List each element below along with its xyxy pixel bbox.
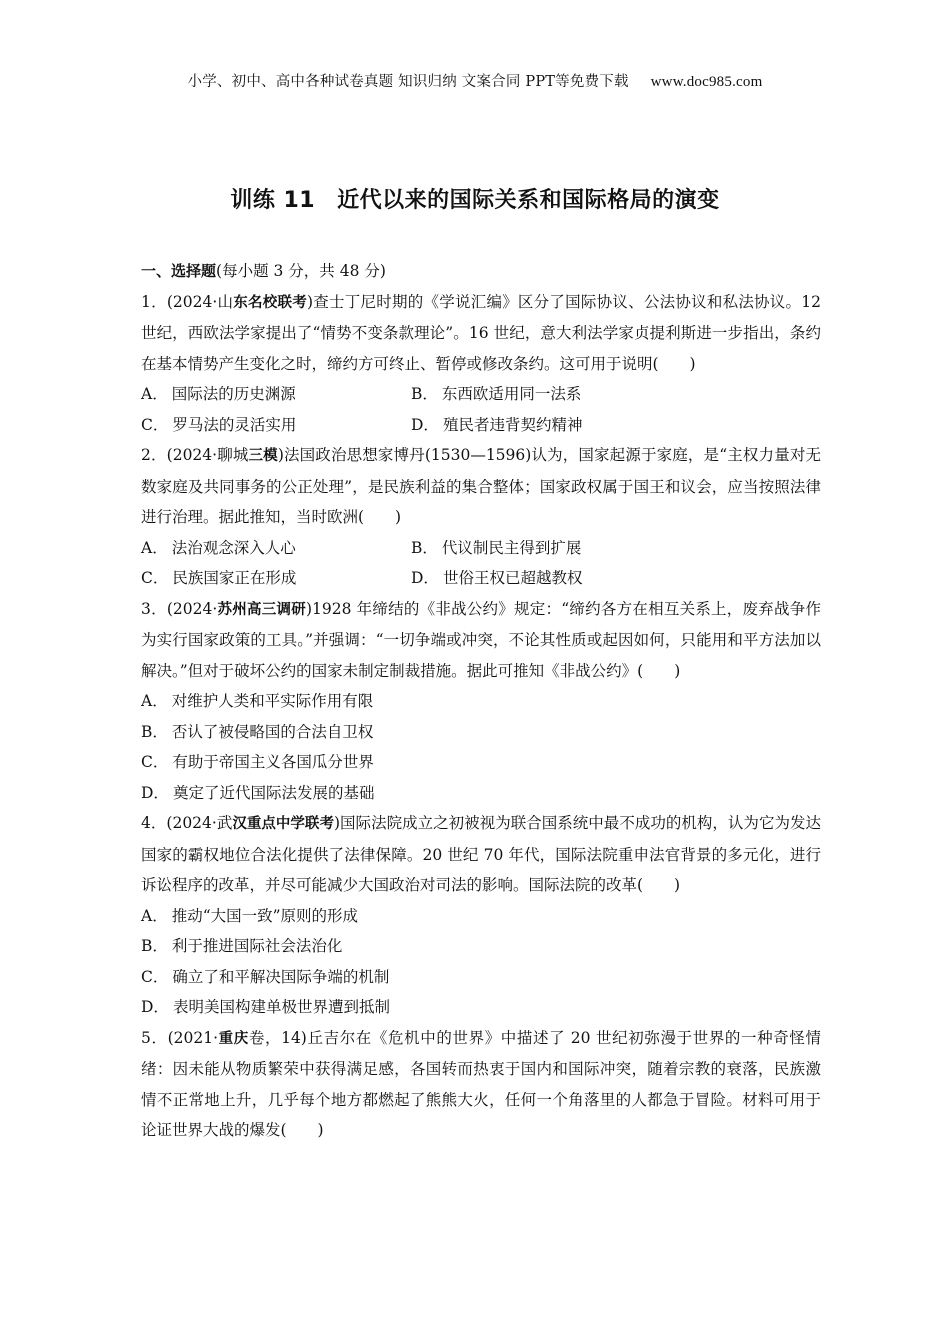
- option-a[interactable]: [141, 533, 411, 564]
- option-a[interactable]: [141, 901, 821, 932]
- question-number: 1．: [141, 292, 167, 311]
- option-text: 有助于帝国主义各国瓜分世界: [172, 753, 374, 771]
- question-number: 4．: [141, 814, 167, 832]
- option-letter: D．: [141, 998, 169, 1016]
- question-stem: [141, 440, 821, 533]
- question-source: [167, 446, 284, 464]
- question-number: 5．: [141, 1028, 168, 1047]
- question-3: [141, 594, 821, 809]
- question-text: 法国政治思想家博丹(1530—1596)认为，国家起源于家庭，是“主权力量对无数家庭及共同事务的公正处理”，是民族利益的集合整体；国家政权属于国王和议会，应当按照法律进行治理。据此推知，当时欧洲( ): [141, 446, 821, 526]
- option-d[interactable]: [141, 778, 821, 809]
- question-stem: [141, 808, 821, 901]
- source-part: ): [277, 446, 284, 464]
- question-stem: [141, 287, 821, 380]
- option-letter: D．: [411, 569, 439, 587]
- question-text: 丘吉尔在《危机中的世界》中描述了 20 世纪初弥漫于世界的一种奇怪情绪：因未能从物质繁荣中获得满足感，各国转而热衷于国内和国际冲突，随着宗教的衰落，民族激情不正常地上升，几乎每个地方都燃起了熊熊大火，任何一个角落里的人都急于冒险。材料可用于论证世界大战的爆发( ): [141, 1028, 821, 1139]
- option-c[interactable]: [141, 410, 411, 441]
- option-text: 表明美国构建单极世界遭到抵制: [172, 998, 390, 1016]
- question-2: [141, 440, 821, 594]
- option-list: [141, 379, 821, 440]
- question-number: 2．: [141, 446, 167, 464]
- source-bold: 三模: [248, 448, 278, 464]
- option-b[interactable]: [141, 717, 821, 748]
- option-letter: B．: [141, 937, 168, 955]
- header-text: 小学、初中、高中各种试卷真题 知识归纳 文案合同 PPT等免费下载: [187, 74, 629, 90]
- option-c[interactable]: [141, 747, 821, 778]
- question-1: [141, 287, 821, 441]
- option-letter: C．: [141, 753, 169, 771]
- option-text: 确立了和平解决国际争端的机制: [172, 967, 390, 986]
- option-letter: D．: [141, 783, 169, 802]
- source-part: ): [305, 599, 313, 618]
- option-text: 奠定了近代国际法发展的基础: [172, 783, 375, 802]
- option-c[interactable]: [141, 962, 821, 993]
- section-heading: [141, 256, 821, 287]
- option-text: 罗马法的灵活实用: [172, 415, 297, 434]
- question-stem: [141, 594, 821, 687]
- title-number: 训练 11: [230, 188, 316, 213]
- source-part: (2024·聊城: [166, 446, 249, 464]
- source-part: (2024·武: [166, 814, 233, 832]
- question-5: [141, 1023, 821, 1146]
- question-source: [167, 600, 312, 618]
- option-letter: C．: [141, 415, 169, 434]
- option-text: 法治观念深入人心: [171, 538, 296, 557]
- option-list: [141, 533, 821, 594]
- question-stem: [141, 1023, 821, 1146]
- source-part: (2024·: [166, 599, 218, 618]
- option-c[interactable]: [141, 563, 411, 594]
- option-a[interactable]: [141, 379, 411, 410]
- section-label: 一、选择题: [141, 262, 217, 280]
- option-letter: B．: [141, 722, 168, 741]
- option-text: 民族国家正在形成: [172, 569, 297, 587]
- option-text: 国际法的历史渊源: [171, 385, 296, 403]
- question-source: [168, 1029, 307, 1047]
- option-letter: A．: [141, 906, 168, 925]
- source-bold: 东名校联考: [233, 294, 307, 311]
- question-text: 1928 年缔结的《非战公约》规定：“缔约各方在相互关系上，废弃战争作为实行国家政策的工具。”并强调：“一切争端或冲突，不论其性质或起因如何，只能用和平方法加以解决。”但对于破坏公约的国家未制定制裁措施。据此可推知《非战公约》( ): [141, 599, 821, 680]
- source-part: 卷，14): [248, 1028, 307, 1047]
- option-text: 利于推进国际社会法治化: [171, 937, 343, 955]
- header-site-link[interactable]: www.doc985.com: [650, 74, 763, 90]
- option-letter: C．: [141, 967, 169, 986]
- source-bold: 苏州高三调研: [217, 601, 306, 618]
- option-b[interactable]: [411, 533, 821, 564]
- question-number: 3．: [141, 599, 167, 618]
- source-part: ): [333, 814, 341, 832]
- option-letter: B．: [411, 385, 438, 403]
- source-bold: 重庆: [218, 1030, 249, 1047]
- option-text: 世俗王权已超越教权: [442, 569, 583, 587]
- source-part: ): [306, 292, 314, 311]
- option-letter: C．: [141, 569, 169, 587]
- option-text: 代议制民主得到扩展: [441, 538, 582, 557]
- question-4: [141, 808, 821, 1023]
- question-text: 查士丁尼时期的《学说汇编》区分了国际协议、公法协议和私法协议。12 世纪，西欧法学家提出了“情势不变条款理论”。16 世纪，意大利法学家贞提利斯进一步指出，条约在基本情势产生变化之时，缔约方可终止、暂停或修改条约。这可用于说明( ): [141, 292, 822, 373]
- option-letter: D．: [411, 415, 439, 434]
- option-letter: B．: [411, 538, 438, 557]
- page-title: [0, 183, 950, 214]
- option-text: 殖民者违背契约精神: [442, 415, 583, 434]
- source-part: (2021·: [167, 1028, 219, 1047]
- question-text: 国际法院成立之初被视为联合国系统中最不成功的机构，认为它为发达国家的霸权地位合法化提供了法律保障。20 世纪 70 年代，国际法院重申法官背景的多元化，进行诉讼程序的改革，并尽可能减少大国政治对司法的影响。国际法院的改革( ): [141, 814, 821, 894]
- option-d[interactable]: [411, 563, 821, 594]
- question-source: [167, 293, 313, 311]
- option-letter: A．: [141, 385, 168, 403]
- question-source: [166, 814, 340, 832]
- option-text: 东西欧适用同一法系: [441, 385, 582, 403]
- option-d[interactable]: [141, 992, 821, 1023]
- document-body: [141, 256, 821, 1146]
- option-letter: A．: [141, 538, 168, 557]
- source-part: (2024·山: [166, 292, 234, 311]
- section-note: (每小题 3 分，共 48 分): [216, 262, 386, 280]
- title-text: 近代以来的国际关系和国际格局的演变: [337, 188, 720, 213]
- option-a[interactable]: [141, 686, 821, 717]
- page-header: [0, 70, 950, 91]
- option-text: 对维护人类和平实际作用有限: [171, 692, 374, 710]
- option-letter: A．: [141, 692, 168, 710]
- option-text: 否认了被侵略国的合法自卫权: [171, 722, 374, 741]
- source-bold: 汉重点中学联考: [232, 816, 334, 832]
- option-b[interactable]: [141, 931, 821, 962]
- option-text: 推动“大国一致”原则的形成: [171, 906, 359, 925]
- option-d[interactable]: [411, 410, 821, 441]
- option-b[interactable]: [411, 379, 821, 410]
